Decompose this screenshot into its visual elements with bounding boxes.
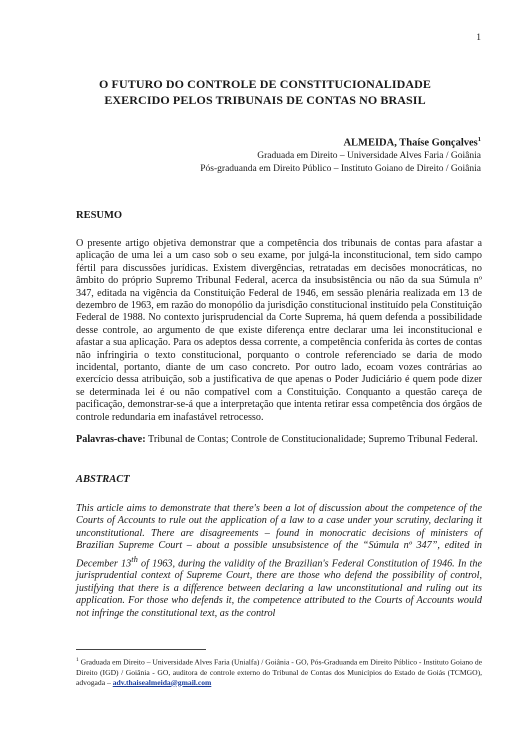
resumo-text: O presente artigo objetiva demonstrar que a competência dos tribunais de contas para afastar a aplicação de uma lei a um caso sob o seu exame, por julgá-la inconstitucional, tem sido campo fértil para discussões jurídicas. Existem divergências, retratadas em decisões monocráticas, no âmbito do próprio Supremo Tribunal Federal, acerca da insubsistência ou não da sua Súmula nº 347, editada na vigência da Constituição Federal de 1946, em sessão plenária realizada em 13 de dezembro de 1963, em razão do monopólio da jurisdição constitucional instituído pela Constituição Federal de 1988. No contexto jurisprudencial da Corte Suprema, há quem defenda a possibilidade desse controle, ao argumento de que existe diferença entre declarar uma lei inconstitucional e afastar a sua aplicação. Para os adeptos dessa corrente, a competência conferida às cortes de contas não infringiria o texto constitucional, porquanto o controle referenciado se daria de modo incidental, portanto, diante de um caso concreto. Por outro lado, ecoam vozes contrárias ao exercício dessa atribuição, sob a justificativa de que apenas o Poder Judiciário é quem pode dizer se determinada lei é ou não compatível com a Constituição. Conquanto a questão careça de pacificação, demonstrar-se-á que a interpretação que intenta retirar essa competência dos órgãos de controle redundaria em inafastável retrocesso.: [76, 238, 482, 423]
author-name-text: ALMEIDA, Thaíse Gonçalves: [343, 137, 478, 149]
abstract-text-part-1: This article aims to demonstrate that there's been a lot of discussion about the competence of the Courts of Accounts to rule out the application of a law to a case under your scrutiny, declaring it unconstitutional. There are disagreements – found in monocratic decisions of ministers of Brazilian Supreme Court – about a possible unsubsistence of the “Súmula nº 347”, edited in December 13: [76, 503, 482, 570]
author-name: [200, 134, 481, 150]
article-title: [60, 76, 470, 108]
title-line-1: O FUTURO DO CONTROLE DE CONSTITUCIONALIDADE: [98, 77, 431, 91]
author-affiliation-2: Pós-graduanda em Direito Público – Instituto Goiano de Direito / Goiânia: [200, 163, 481, 174]
resumo-heading: RESUMO: [76, 210, 123, 221]
footnote-divider: [76, 649, 206, 650]
title-line-2: EXERCIDO PELOS TRIBUNAIS DE CONTAS NO BRASIL: [104, 93, 426, 107]
footnote-email-link[interactable]: adv.thaisealmeida@gmail.com: [112, 677, 212, 687]
abstract-text-part-2: of 1963, during the validity of the Brazilian's Federal Constitution of 1946. In the jurisprudential context of Supreme Court, there are those who defend the possibility of control, justifying that there is a difference between declaring a law unconstitutional and ruling out its application. For those who defends it, the competence attributed to the Courts of Accounts would not infringe the constitutional text, as the control: [76, 558, 482, 619]
author-affiliation-1: Graduada em Direito – Universidade Alves Faria / Goiânia: [257, 151, 481, 161]
footnote: [76, 655, 482, 688]
footnote-text: Graduada em Direito – Universidade Alves Faria (Unialfa) / Goiânia - GO, Pós-Graduanda em Direito Público - Instituto Goiano de Direito (IGD) / Goiânia - GO, auditora de controle externo do Tribunal de Contas dos Municípios do Estado de Goiás (TCMGO), advogada –: [76, 657, 482, 687]
page-number: 1: [476, 33, 481, 43]
keywords-text: Tribunal de Contas; Controle de Constitucionalidade; Supremo Tribunal Federal.: [147, 434, 478, 445]
abstract-heading: ABSTRACT: [76, 474, 130, 485]
keywords-label: Palavras-chave:: [76, 434, 146, 445]
abstract-superscript: th: [131, 553, 138, 564]
keywords: [76, 434, 482, 446]
author-block: [200, 134, 481, 175]
footnote-marker: 1: [76, 657, 79, 663]
author-footnote-marker[interactable]: 1: [477, 136, 481, 143]
abstract-text: [76, 503, 482, 620]
